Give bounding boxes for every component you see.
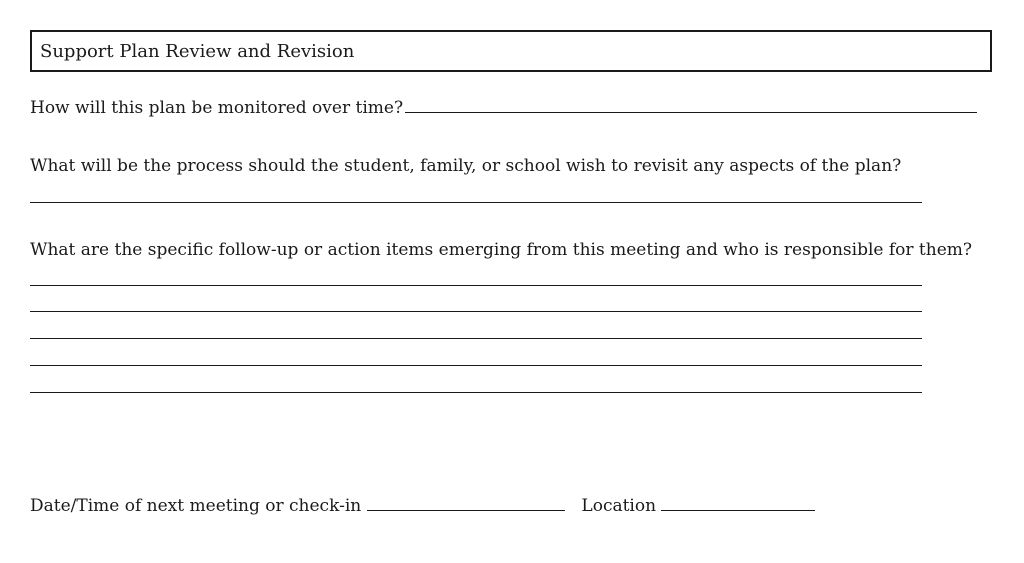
section-header-box (30, 30, 992, 72)
monitoring-question-row (30, 98, 977, 118)
follow-up-question: What are the specific follow-up or action items emerging from this meeting and who is responsible for them? (30, 240, 972, 260)
revisit-question: What will be the process should the student, family, or school wish to revisit any aspects of the plan? (30, 156, 902, 176)
location-field[interactable] (661, 510, 815, 511)
follow-up-answer-line[interactable] (30, 338, 922, 339)
follow-up-answer-line[interactable] (30, 311, 922, 312)
follow-up-answer-line[interactable] (30, 392, 922, 393)
section-title: Support Plan Review and Revision (40, 40, 355, 62)
next-meeting-row (30, 496, 815, 516)
follow-up-answer-line[interactable] (30, 285, 922, 286)
monitoring-question: How will this plan be monitored over time? (30, 98, 404, 118)
next-meeting-label: Date/Time of next meeting or check-in (30, 496, 362, 516)
location-label: Location (581, 496, 657, 516)
revisit-answer-line[interactable] (30, 202, 922, 203)
follow-up-answer-line[interactable] (30, 365, 922, 366)
monitoring-answer-line[interactable] (405, 112, 977, 113)
next-meeting-field[interactable] (367, 510, 565, 511)
